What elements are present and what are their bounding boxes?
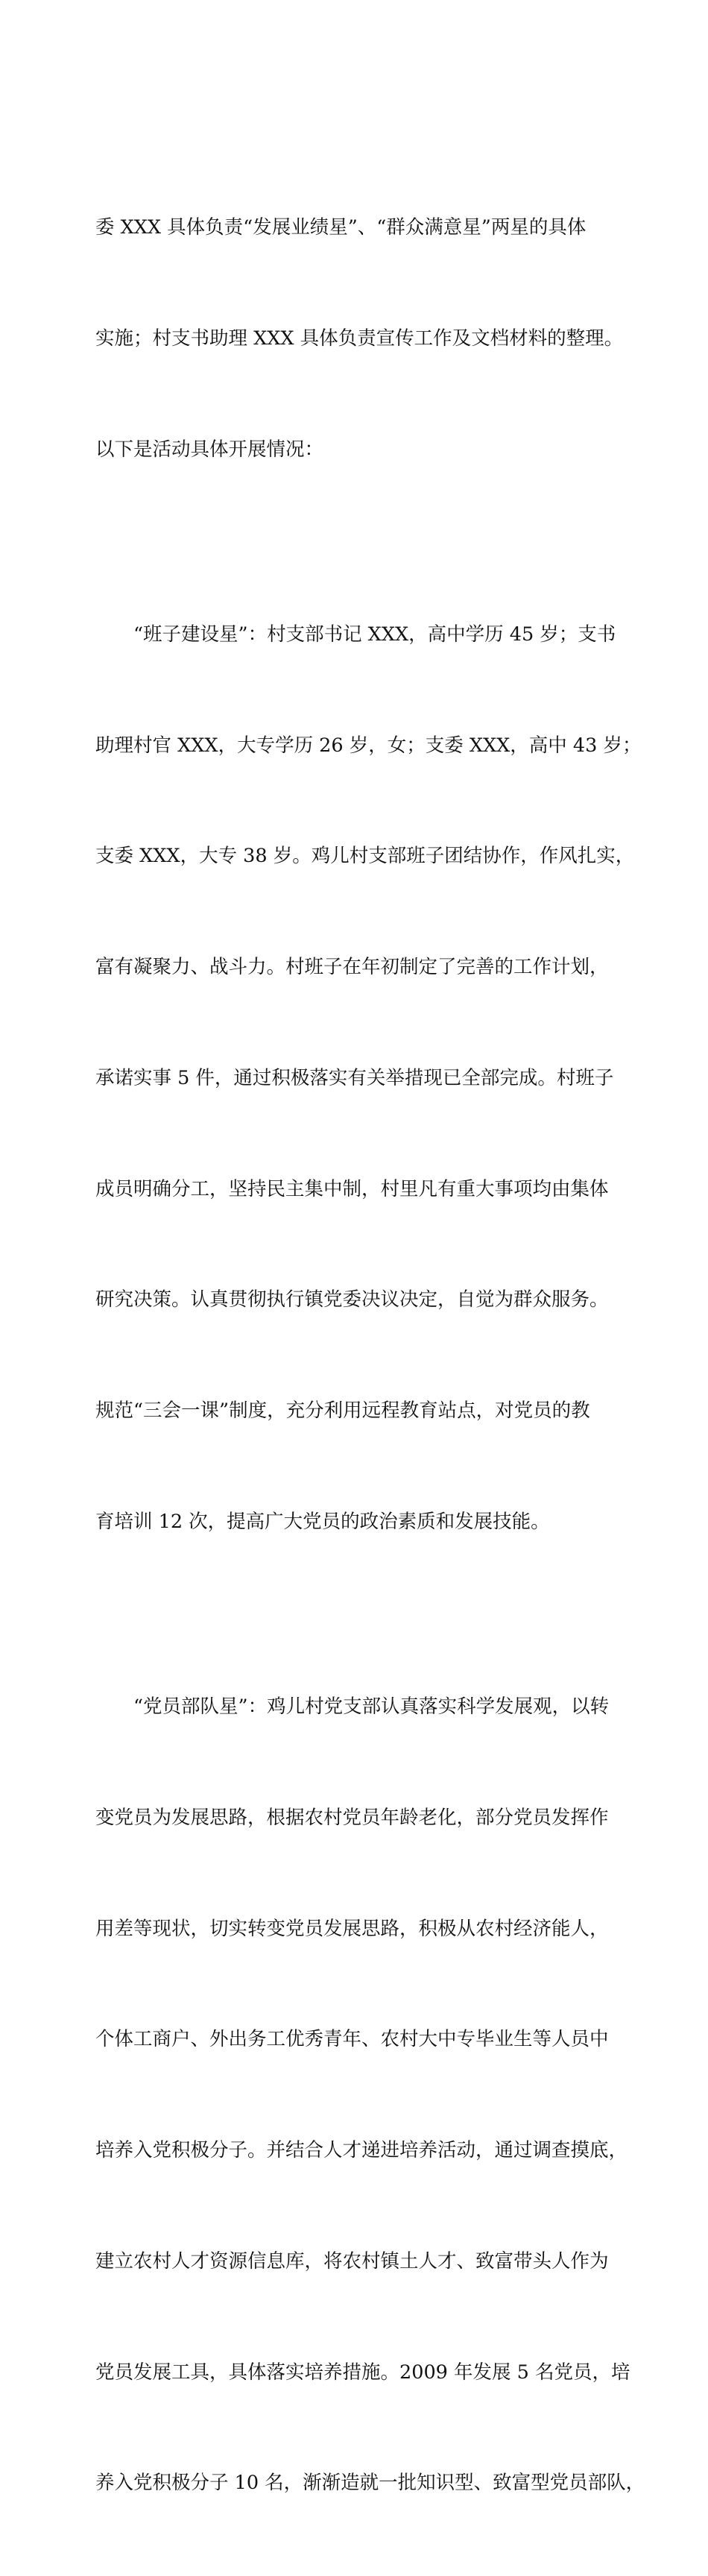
text-line: 养入党积极分子 10 名，渐渐造就一批知识型、致富型党员部队，	[95, 2472, 645, 2495]
text-line: 变党员为发展思路，根据农村党员年龄老化，部分党员发挥作	[95, 1806, 609, 1829]
text-line: 个体工商户、外出务工优秀青年、农村大中专毕业生等人员中	[95, 2028, 609, 2051]
text-line: 育培训 12 次，提高广大党员的政治素质和发展技能。	[95, 1510, 550, 1533]
text-line: 富有凝聚力、战斗力。村班子在年初制定了完善的工作计划，	[95, 956, 609, 979]
text-line: 实施；村支书助理 XXX 具体负责宣传工作及文档材料的整理。	[95, 327, 624, 350]
paragraph-team-building-star	[95, 543, 642, 1615]
text-line: 培养入党积极分子。并结合人才递进培养活动，通过调查摸底，	[95, 2139, 628, 2162]
text-line: 党员发展工具，具体落实培养措施。2009 年发展 5 名党员，培	[95, 2361, 630, 2384]
text-line: 建立农村人才资源信息库，将农村镇土人才、致富带头人作为	[95, 2249, 609, 2273]
text-line: 规范“三会一课”制度，充分利用远程教育站点，对党员的教	[95, 1399, 590, 1423]
text-line: 成员明确分工，坚持民主集中制，村里凡有重大事项均由集体	[95, 1177, 609, 1200]
text-line: 助理村官 XXX，大专学历 26 岁，女；支委 XXX，高中 43 岁；	[95, 734, 642, 757]
text-line: 用差等现状，切实转变党员发展思路，积极从农村经济能人，	[95, 1917, 609, 1940]
text-line: 承诺实事 5 件，通过积极落实有关举措现已全部完成。村班子	[95, 1066, 614, 1089]
text-line: “党员部队星”：鸡儿村党支部认真落实科学发展观，以转	[133, 1695, 610, 1718]
text-line: 委 XXX 具体负责“发展业绩星”、“群众满意星”两星的具体	[95, 216, 587, 239]
text-line: 支委 XXX，大专 38 岁。鸡儿村支部班子团结协作，作风扎实，	[95, 845, 635, 868]
text-line: 以下是活动具体开展情况：	[95, 438, 324, 461]
paragraph-roles	[95, 136, 625, 543]
text-line: “班子建设星”：村支部书记 XXX，高中学历 45 岁；支书	[133, 623, 616, 646]
text-line: 研究决策。认真贯彻执行镇党委决议决定，自觉为群众服务。	[95, 1288, 609, 1311]
document-page	[95, 136, 645, 2576]
paragraph-party-member-team-star	[95, 1615, 645, 2576]
